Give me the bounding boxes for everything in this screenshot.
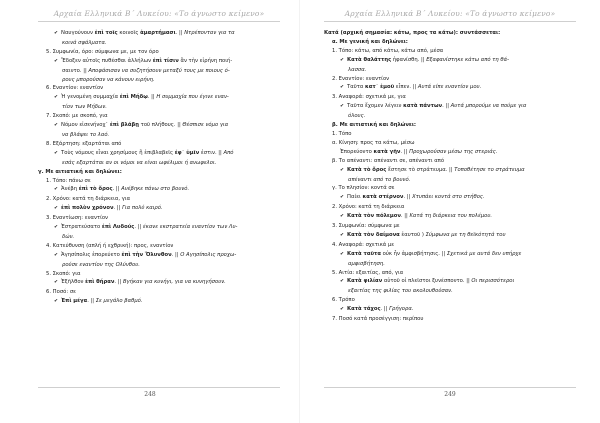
text-line (38, 270, 280, 279)
example-line (38, 29, 280, 39)
text-line (38, 195, 280, 204)
text-line (324, 157, 576, 166)
example-line (38, 57, 280, 67)
text-line (38, 288, 280, 297)
left-page-body (38, 29, 280, 307)
bold-segment: ἐπὶ τοῖς (94, 30, 118, 36)
example-line (324, 193, 576, 203)
text-segment: . || (112, 186, 122, 193)
text-segment: Τοὺς νόμους εἶναι χρησίμους ἢ ἐπιβλαβεῖς (61, 149, 175, 156)
text-line (324, 38, 576, 47)
translation-segment: όλους. (348, 113, 366, 120)
text-line (324, 112, 576, 121)
text-segment: σαιντο. || (62, 67, 89, 74)
bold-segment: α. Με γενική και δηλώνει: (332, 38, 408, 45)
text-segment: 1. Τόπο (332, 130, 352, 137)
text-line (324, 121, 576, 130)
text-segment: ἐστιν. || (199, 149, 224, 156)
text-line (38, 177, 280, 186)
bold-segment: γ. Με αιτιατική και δηλώνει: (38, 168, 122, 175)
text-segment: 2. Εναντίον: εναντίον (332, 75, 390, 82)
translation-segment: Προχωρούσαν μέσω της στεριάς. (409, 148, 498, 155)
translation-segment: Σε μεγάλο βαθμό. (95, 298, 143, 305)
text-segment: . || (400, 148, 410, 155)
text-segment: . || (147, 94, 157, 101)
translation-segment: Κατά τη διάρκεια του πολέμου. (409, 213, 493, 220)
text-segment: β. Το απέναντι: απέναντι σε, απέναντι από (332, 157, 445, 164)
bold-segment: κατὰ πάντων (403, 103, 443, 110)
text-segment: αὐτοῦ οἱ πλεῖστοι ξυνέσποντο. || (382, 278, 472, 285)
translation-segment: Χτυπάει κοντά στο στήθος. (412, 194, 485, 201)
text-segment: Ταῦτα (347, 84, 366, 91)
translation-segment: Για πολύ καιρό. (122, 205, 163, 212)
translation-segment: Γρήγορα. (389, 306, 414, 313)
text-line (38, 39, 280, 48)
text-segment: 1. Τόπο: κάτω, από κάτω, κάτω από, μέσα (332, 47, 444, 54)
text-line (324, 148, 576, 157)
example-line (324, 166, 576, 176)
text-line (324, 296, 576, 305)
example-line (324, 231, 576, 241)
example-line (38, 121, 280, 131)
bold-segment: ἐπὶ βλάβῃ (109, 122, 139, 129)
bold-segment: κατὰ στέρνον (362, 194, 404, 201)
text-segment: 5. Συμφωνία, όρο: σύμφωνα με, με τον όρο (46, 48, 159, 55)
text-line (38, 233, 280, 242)
bold-segment: ἐφ᾽ ὑμῖν (174, 149, 200, 156)
text-line (38, 131, 280, 140)
bold-segment: Κατὰ τὸν δαίμονα (347, 231, 400, 238)
bold-segment: Κατὰ τάχος (347, 306, 381, 313)
text-segment: . || (442, 103, 451, 110)
text-segment: . || (87, 298, 96, 305)
text-segment: Ἐστρατεύσατο (61, 224, 102, 231)
page-number-right: 249 (444, 391, 456, 398)
bold-segment: β. Με αιτιατική και δηλώνει: (332, 122, 416, 129)
text-line (38, 242, 280, 251)
text-line (38, 261, 280, 270)
example-line (38, 185, 280, 195)
text-segment: Ἐπορεύοντο (340, 148, 374, 155)
text-segment: 3. Συμφωνία: σύμφωνα με (332, 223, 400, 230)
text-segment: κοινοῖς (117, 30, 141, 36)
text-segment: . || (134, 224, 143, 231)
bold-segment: ἐπὶ τὸ ὄρος (78, 186, 113, 193)
translation-segment: ρούσε εναντίον της Ολύνθου. (62, 261, 140, 268)
text-segment: Νόμον εἰσενήνοχ᾽ (61, 122, 110, 129)
text-segment: . || (400, 213, 410, 220)
text-line (38, 112, 280, 121)
example-line (38, 297, 280, 307)
text-segment: 2. Χρόνο: κατά τη διάρκεια (332, 204, 405, 211)
text-segment: Ἐξῆλθον (61, 279, 86, 286)
page-number-left: 248 (144, 391, 156, 398)
bold-segment: Κατὰ ταῦτα (347, 250, 381, 257)
text-segment: Ταῦτα ἔχομεν λέγειν (347, 103, 404, 110)
bold-segment: ἐπὶ Μήδῳ (119, 94, 148, 101)
translation-segment: Από (223, 149, 234, 156)
bold-segment: ἁμαρτήμασι (140, 30, 176, 36)
text-segment: γ. Το πλησίον: κοντά σε (332, 185, 395, 192)
translation-segment: λασσα. (348, 66, 367, 73)
translation-segment: Θέσπισε νόμο για (182, 122, 229, 129)
text-line (324, 241, 576, 250)
text-line (324, 184, 576, 193)
text-line (324, 176, 576, 185)
text-segment: εἶπεν. || (394, 84, 418, 91)
example-line (324, 102, 576, 112)
text-segment: 1. Τόπο: πάνω σε (46, 177, 91, 184)
translation-segment: Ντρέπονταν για τα (184, 30, 235, 36)
text-line (324, 93, 576, 102)
bold-segment: ἐπὶ τίσιν (152, 57, 179, 64)
translation-segment: να βλάψει το λαό. (62, 131, 110, 138)
text-line (38, 168, 280, 177)
translation-segment: Σύμφωνα με τη θεϊκότητά του (425, 231, 506, 238)
text-segment: α. Κίνηση: προς τα κάτω, μέσω (332, 139, 415, 146)
translation-segment: αμφισβήτηση. (348, 260, 385, 267)
text-line (324, 287, 576, 296)
bold-segment: Κατὰ τὸ ὄρος (347, 166, 387, 173)
translation-segment: Βγήκαν για κυνήγι, για να κυνηγήσουν. (122, 279, 226, 286)
bold-segment: Κατὰ φιλίαν (347, 278, 383, 285)
footer-rule-left (38, 387, 280, 388)
text-line (324, 29, 576, 38)
text-segment: 3. Αναφορά: σχετικά με, για (332, 94, 406, 101)
text-segment: . || (113, 205, 123, 212)
text-line (38, 84, 280, 93)
text-segment: 5. Αιτία: εξαιτίας, από, για (332, 269, 404, 276)
translation-segment: εξαιτίας της φιλίας του ακολουθούσαν. (348, 288, 453, 295)
translation-segment: κοινά σφάλματα. (62, 39, 107, 46)
example-line (324, 305, 576, 315)
example-line (324, 277, 576, 287)
translation-segment: δών. (62, 233, 75, 240)
text-segment: . || (175, 30, 185, 36)
bold-segment: Ἐπὶ μέγα (61, 298, 88, 305)
bold-segment: κατὰ γῆν (373, 148, 401, 155)
translation-segment: Ο Αγησίπολις προχω- (180, 251, 237, 258)
text-segment: οὐκ ἦν ἀμφισβήτησις. || (380, 250, 447, 257)
right-page (300, 0, 600, 423)
example-line (38, 251, 280, 261)
text-segment: 5. Σκοπό: για (46, 270, 81, 277)
text-line (324, 260, 576, 269)
text-segment: 7. Σκοπό: με σκοπό, για (46, 113, 108, 120)
text-line (324, 47, 576, 56)
text-line (38, 159, 280, 168)
bold-segment: κατ᾽ ἐμοῦ (365, 84, 395, 91)
text-segment: 6. Τρόπο (332, 297, 355, 304)
text-segment: . || (380, 306, 390, 313)
translation-segment: έκανε εκστρατεία εναντίον των Λυ- (142, 224, 238, 231)
text-segment: 3. Εναντίωση: εναντίον (46, 215, 108, 222)
translation-segment: Εξαφανίστηκε κάτω από τη θά- (426, 56, 509, 63)
translation-segment: εσάς εξαρτάται αν οι νόμοι να είναι ωφέλιμοι ή ανωφελοι. (62, 159, 217, 166)
running-header-left: Αρχαία Ελληνικά Β΄ Λυκείου: «Το άγνωστο κείμενο» (38, 7, 280, 22)
example-line (38, 149, 280, 159)
bold-segment: ἐπὶ θήραν (85, 279, 115, 286)
bold-segment: ἐπὶ τὴν Ὄλυνθον (121, 251, 172, 258)
text-segment: Ἡ γενομένη συμμαχία (61, 94, 120, 101)
translation-segment: Τοποθέτησε το στράτευμα (454, 166, 525, 173)
text-segment: ἠφανίσθη. || (391, 56, 427, 63)
right-page-body (324, 29, 576, 324)
text-segment: 6. Εναντίον: εναντίον (46, 85, 104, 92)
text-line (324, 269, 576, 278)
text-segment: 6. Ποσό: σε (46, 289, 76, 296)
text-line (38, 214, 280, 223)
example-line (324, 250, 576, 260)
text-line (324, 203, 576, 212)
text-segment: Ἀνέβη (61, 186, 79, 193)
example-line (38, 93, 280, 103)
translation-segment: απέναντι από το βουνό. (348, 176, 411, 183)
text-line (38, 140, 280, 149)
translation-segment: Ανέβηκε πάνω στο βουνό. (121, 186, 190, 193)
text-line (324, 75, 576, 84)
translation-segment: Η συμμαχία που έγινε εναν- (156, 94, 229, 101)
text-segment: 8. Εξάρτηση: εξαρτάται από (46, 140, 122, 147)
text-segment: Ἀγησίπολις ἐπορεύετο (61, 251, 122, 258)
text-segment: Ἔδοξεν αὐτοῖς πυθέσθαι ἀλλήλων (61, 57, 153, 64)
text-line (38, 48, 280, 57)
bold-segment: Κατὰ θαλάττης (347, 56, 392, 63)
text-segment: 7. Ποσό κατά προσέγγιση: περίπου (332, 316, 424, 323)
bold-segment: Κατά (αρχική σημασία: κάτω, προς τα κάτω): συντάσσεται: (324, 30, 501, 36)
text-segment: Παίει (347, 194, 363, 201)
translation-segment: Οι περισσότεροι (471, 278, 515, 285)
text-segment: ἑαυτοῦ ) (399, 231, 426, 238)
text-line (324, 315, 576, 324)
translation-segment: Αυτά μπορούμε να πούμε για (450, 103, 527, 110)
text-segment: . || (114, 279, 123, 286)
example-line (38, 278, 280, 288)
example-line (38, 223, 280, 233)
text-segment: ἔστησε τὸ στράτευμα. || (386, 166, 455, 173)
running-header-right: Αρχαία Ελληνικά Β΄ Λυκείου: «Το άγνωστο κείμενο» (324, 7, 576, 22)
text-segment: Ναυγούνουν (61, 30, 95, 36)
text-segment: . || (171, 251, 181, 258)
bold-segment: Κατὰ τὸν πόλεμον (347, 213, 401, 220)
text-line (38, 76, 280, 85)
example-line (324, 56, 576, 66)
translation-segment: Σχετικά με αυτά δεν υπήρχε (446, 250, 522, 257)
text-line (324, 66, 576, 75)
text-segment: . || (403, 194, 413, 201)
text-segment: ἂν τὴν εἰρήνη ποιή- (178, 57, 233, 64)
text-segment: 4. Κατεύθυνση (απλή ή εχθρική): προς, εναντίον (46, 242, 174, 249)
text-line (38, 67, 280, 76)
example-line (38, 204, 280, 214)
translation-segment: τίον των Μήδων. (62, 104, 107, 111)
footer-rule-right (324, 387, 576, 388)
text-line (324, 222, 576, 231)
text-segment: 2. Χρόνο: κατά τη διάρκεια, για (46, 196, 131, 203)
bold-segment: ἐπὶ πολὺν χρόνον (61, 205, 114, 212)
text-line (324, 130, 576, 139)
translation-segment: ρους μπορούσαν να κάνουν ειρήνη. (62, 76, 155, 83)
example-line (324, 212, 576, 222)
bold-segment: ἐπὶ Λυδούς (101, 224, 135, 231)
text-line (38, 103, 280, 112)
text-segment: 4. Αναφορά: σχετικά με (332, 241, 395, 248)
translation-segment: Αυτά είπε εναντίον μου. (417, 84, 482, 91)
text-segment: τοῦ πλήθους. || (138, 122, 183, 129)
text-line (324, 139, 576, 148)
translation-segment: Αποφάσισαν να συζητήσουν μεταξύ τους με ποιους ό- (88, 67, 230, 74)
example-line (324, 83, 576, 93)
